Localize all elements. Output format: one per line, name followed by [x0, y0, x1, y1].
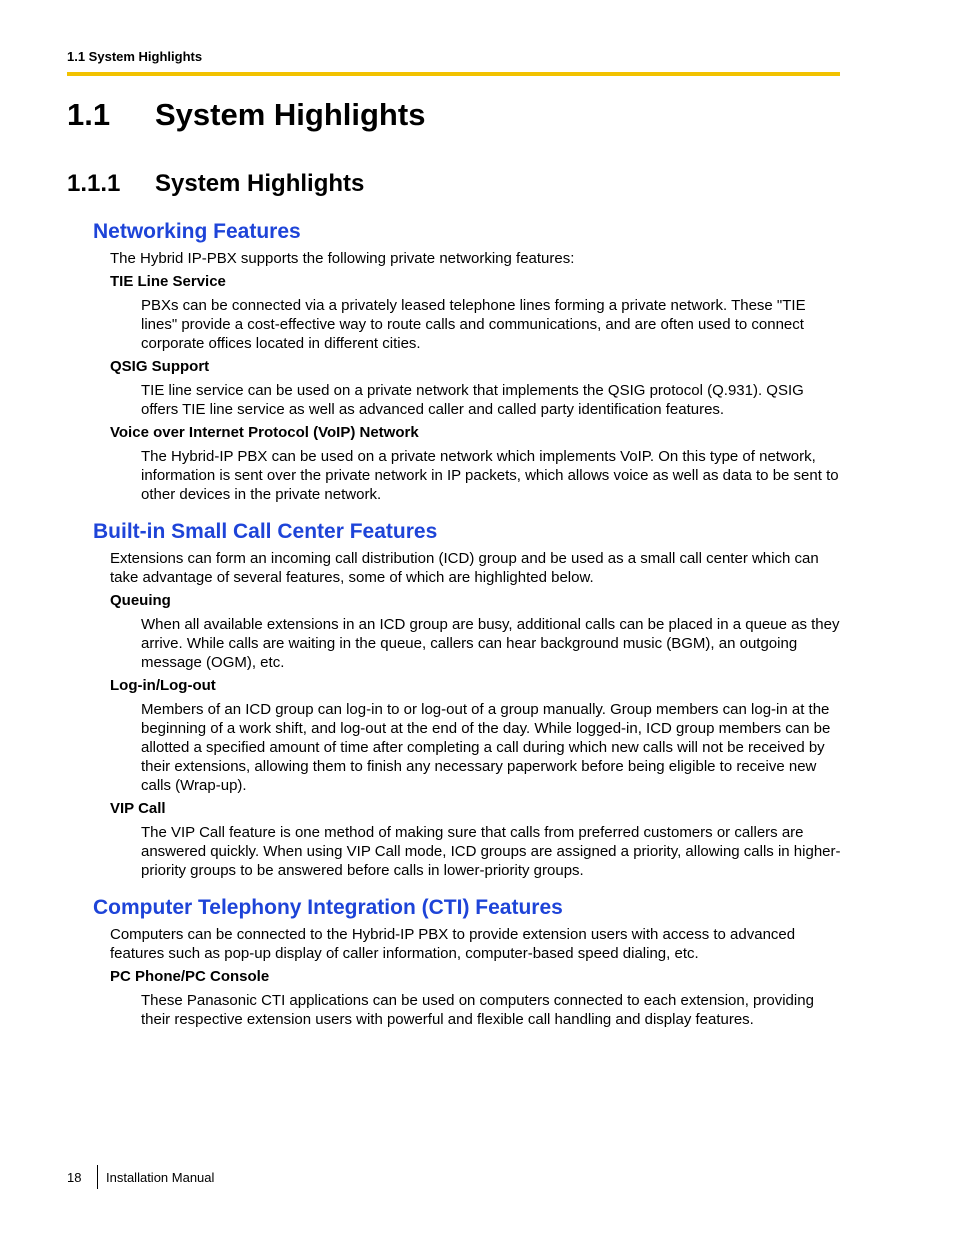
footer-divider — [97, 1165, 98, 1189]
feature-title: Voice over Internet Protocol (VoIP) Network — [110, 424, 419, 441]
feature-title: QSIG Support — [110, 358, 210, 375]
feature-text: The Hybrid-IP PBX can be used on a private network which implements VoIP. On this type of network, information is sent over the private network in IP packets, which allows voice as well as data to be sent to other devices in the private network. — [141, 448, 839, 503]
chapter-heading — [67, 95, 425, 135]
content — [93, 218, 843, 1029]
section-number: 1.1.1 — [67, 170, 121, 197]
subsection-intro: The Hybrid IP-PBX supports the following private networking features: — [110, 250, 575, 267]
feature-title: VIP Call — [110, 800, 166, 817]
chapter-title: System Highlights — [155, 97, 426, 132]
page-footer — [67, 1165, 214, 1189]
feature-text: These Panasonic CTI applications can be used on computers connected to each extension, providing their respective extension users with powerful and flexible call handling and display features. — [141, 992, 814, 1028]
feature-text: PBXs can be connected via a privately leased telephone lines forming a private network. These "TIE lines" provide a cost-effective way to route calls and communications, and are often used to connect corporate offices located in different cities. — [141, 297, 806, 352]
feature-text: TIE line service can be used on a private network that implements the QSIG protocol (Q.931). QSIG offers TIE line service as well as advanced caller and called party identification features. — [141, 382, 804, 418]
section-heading — [67, 168, 364, 200]
feature-title: Log-in/Log-out — [110, 677, 216, 694]
feature-title: TIE Line Service — [110, 273, 226, 290]
call-center-features-block — [93, 518, 843, 880]
section-title: System Highlights — [155, 170, 365, 197]
manual-title: Installation Manual — [106, 1169, 215, 1185]
feature-text: The VIP Call feature is one method of making sure that calls from preferred customers or callers are answered quickly. When using VIP Call mode, ICD groups are assigned a priority, allowing calls in higher-priority groups to be answered before calls in lower-priority groups. — [141, 824, 841, 879]
header-rule — [67, 72, 840, 76]
feature-title: Queuing — [110, 592, 171, 609]
subsection-title: Built-in Small Call Center Features — [93, 520, 438, 543]
subsection-title: Computer Telephony Integration (CTI) Features — [93, 896, 563, 919]
chapter-number: 1.1 — [67, 97, 111, 132]
networking-features-block — [93, 218, 843, 504]
subsection-intro: Computers can be connected to the Hybrid-IP PBX to provide extension users with access to advanced features such as pop-up display of caller information, computer-based speed dialing, etc. — [110, 926, 796, 962]
feature-title: PC Phone/PC Console — [110, 968, 270, 985]
cti-features-block — [93, 894, 843, 1029]
feature-text: When all available extensions in an ICD group are busy, additional calls can be placed in a queue as they arrive. While calls are waiting in the queue, callers can hear background music (BGM), an outgoing message (OGM), etc. — [141, 616, 840, 671]
running-head: 1.1 System Highlights — [67, 49, 203, 64]
subsection-intro: Extensions can form an incoming call distribution (ICD) group and be used as a small call center which can take advantage of several features, some of which are highlighted below. — [110, 550, 819, 586]
subsection-title: Networking Features — [93, 220, 301, 243]
page-number: 18 — [67, 1169, 82, 1185]
feature-text: Members of an ICD group can log-in to or log-out of a group manually. Group members can log-in at the beginning of a work shift, and log-out at the end of the day. While logged-in, ICD group members can be allotted a specified amount of time after completing a call during which new calls will not be received by their extensions, allowing them to finish any necessary paperwork before being eligible to receive new calls (Wrap-up). — [141, 701, 831, 794]
